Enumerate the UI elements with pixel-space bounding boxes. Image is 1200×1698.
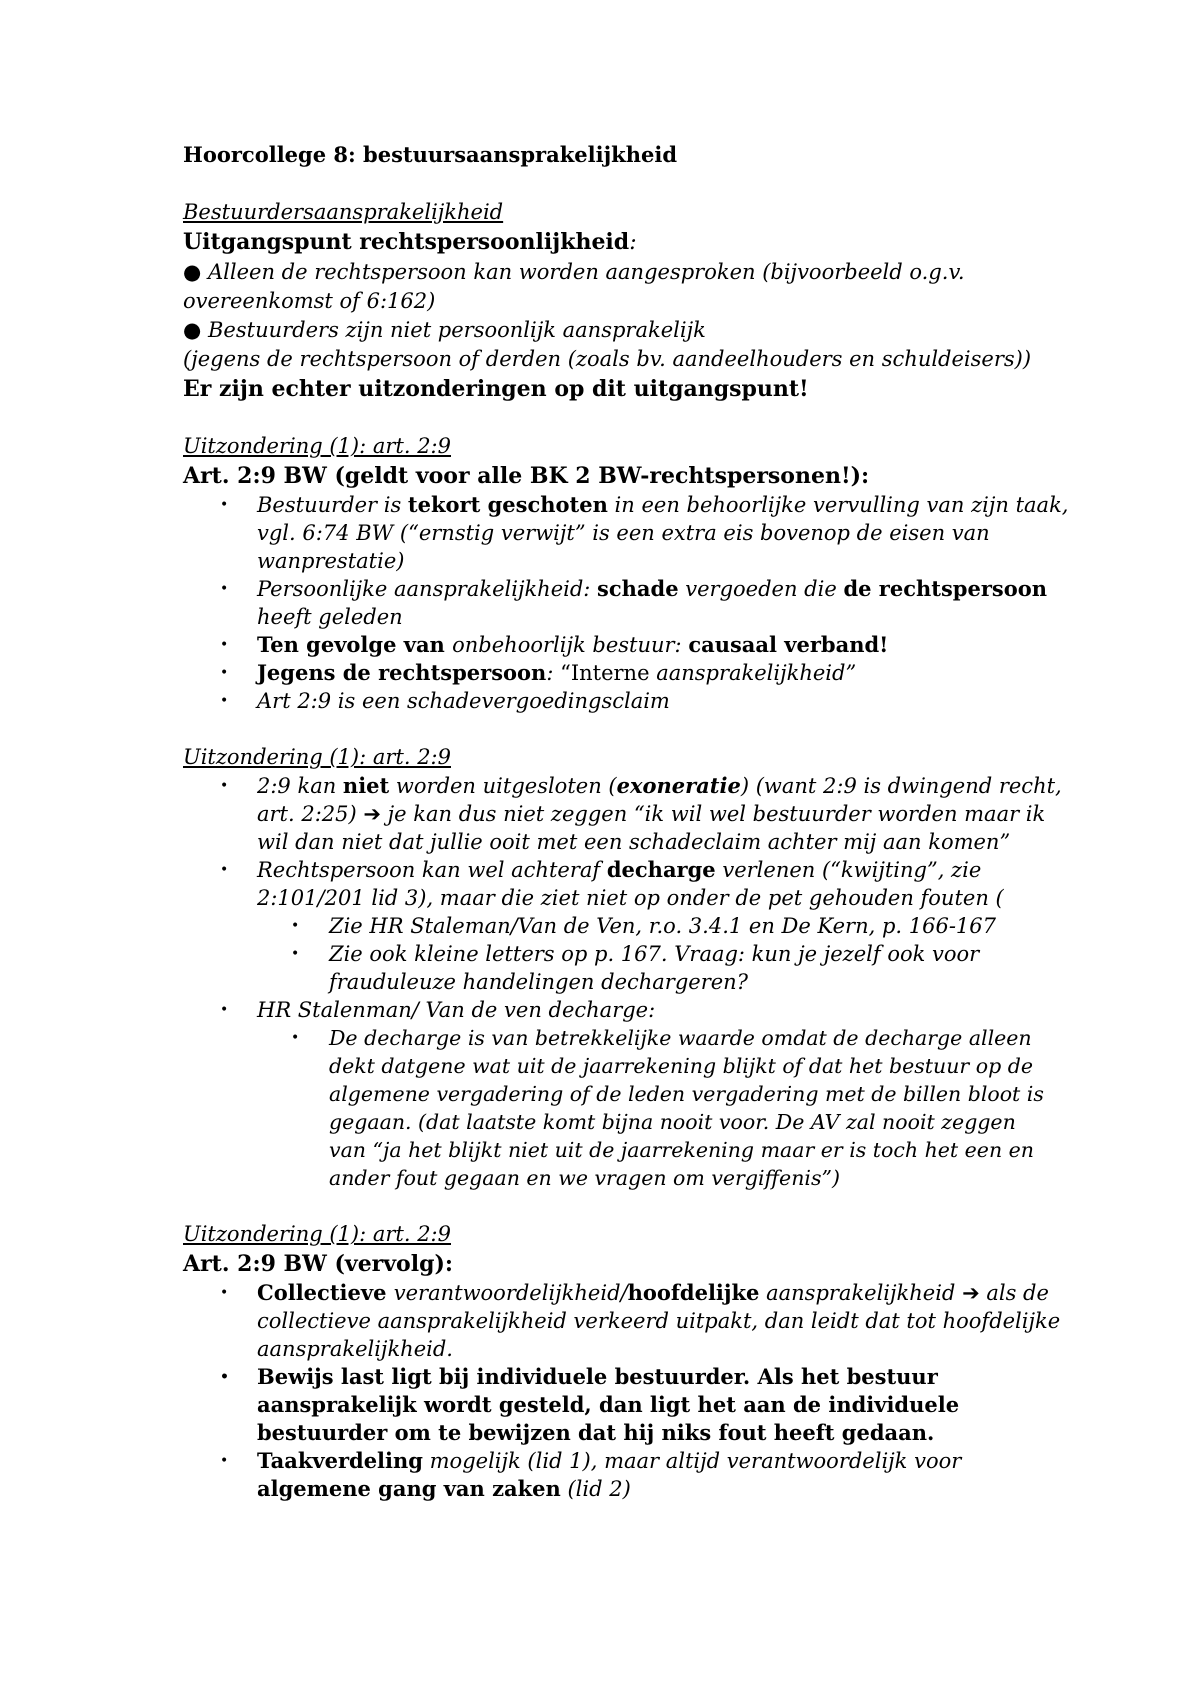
list-item: • Persoonlijke aansprakelijkheid: schade vergoeden die de rechtspersoon heeft geleden: [220, 576, 1048, 629]
list-item: • De decharge is van betrekkelijke waarde omdat de decharge alleen dekt datgene wat uit de jaarrekening blijkt of dat het bestuur op de algemene vergadering of de leden vergadering met de billen bloot is gegaan. (dat laatste komt bijna nooit voor. De AV zal nooit zeggen van “ja het blijkt niet uit de jaarrekening maar er is toch het een en ander fout gegaan en we vragen om vergiffenis”): [291, 1026, 1044, 1190]
section-heading-4: Uitzondering (1): art. 2:9: [183, 1222, 451, 1246]
list-item: • Bewijs last ligt bij individuele bestuurder. Als het bestuur aansprakelijk wordt gesteld, dan ligt het aan de individuele bestuurder om te bewijzen dat hij niks fout heeft gedaan.: [220, 1364, 960, 1445]
bullet-icon: •: [220, 1369, 229, 1385]
bullet-icon: •: [291, 918, 300, 934]
bullet-icon: ●: [183, 318, 202, 342]
list-item: • 2:9 kan niet worden uitgesloten (exoneratie) (want 2:9 is dwingend recht, art. 2:25) ➔ je kan dus niet zeggen “ik wil wel bestuurder worden maar ik wil dan niet dat jullie ooit met een schadeclaim achter mij aan komen”: [220, 773, 1062, 854]
bullet-icon: ●: [183, 260, 202, 284]
section-heading-2: Uitzondering (1): art. 2:9: [183, 434, 451, 458]
list-item: • Bestuurder is tekort geschoten in een behoorlijke vervulling van zijn taak, vgl. 6:74 BW (“ernstig verwijt” is een extra eis bovenop de eisen van wanprestatie): [220, 492, 1069, 573]
bullet-icon: •: [220, 637, 229, 653]
point-1-cont: overeenkomst of 6:162): [183, 289, 436, 313]
list-item: • Collectieve verantwoordelijkheid/hoofdelijke aansprakelijkheid ➔ als de collectieve aansprakelijkheid verkeerd uitpakt, dan leidt dat tot hoofdelijke aansprakelijkheid.: [220, 1280, 1061, 1361]
section-heading-3: Uitzondering (1): art. 2:9: [183, 745, 451, 769]
bullet-icon: •: [220, 665, 229, 681]
arrow-right-icon: ➔: [962, 1281, 980, 1305]
bullet-icon: •: [220, 1002, 229, 1018]
bullet-list-3: [183, 772, 1083, 1192]
list-item: • Taakverdeling mogelijk (lid 1), maar altijd verantwoordelijk voor algemene gang van zaken (lid 2): [220, 1448, 962, 1501]
bullet-icon: •: [220, 1453, 229, 1469]
bullet-list-4: [183, 1279, 1083, 1503]
bullet-icon: •: [220, 1285, 229, 1301]
list-item: • Zie ook kleine letters op p. 167. Vraag: kun je jezelf ook voor frauduleuze handelingen dechargeren?: [291, 942, 980, 994]
bullet-icon: •: [291, 946, 300, 962]
arrow-right-icon: ➔: [363, 802, 381, 826]
list-item: • HR Stalenman/ Van de ven decharge:: [220, 998, 656, 1022]
article-line-cont: Art. 2:9 BW (vervolg):: [183, 1251, 454, 1277]
parenthetical: (jegens de rechtspersoon of derden (zoals bv. aandeelhouders en schuldeisers)): [183, 347, 1032, 371]
page-title: Hoorcollege 8: bestuursaansprakelijkheid: [183, 142, 678, 167]
list-item: • Art 2:9 is een schadevergoedingsclaim: [220, 689, 670, 713]
bullet-icon: •: [220, 497, 229, 513]
bullet-icon: •: [220, 778, 229, 794]
bullet-icon: •: [220, 581, 229, 597]
bullet-list-2: [183, 491, 1083, 715]
document-page: [183, 140, 1083, 1503]
list-item: • Zie HR Staleman/Van de Ven, r.o. 3.4.1 en De Kern, p. 166-167: [291, 914, 997, 938]
exceptions-note: Er zijn echter uitzonderingen op dit uitgangspunt!: [183, 376, 809, 402]
list-item: • Rechtspersoon kan wel achteraf decharge verlenen (“kwijting”, zie 2:101/201 lid 3), maar die ziet niet op onder de pet gehouden fouten (: [220, 857, 1004, 910]
article-line: Art. 2:9 BW (geldt voor alle BK 2 BW-rechtspersonen!):: [183, 463, 870, 489]
bullet-icon: •: [220, 693, 229, 709]
point-1: ● Alleen de rechtspersoon kan worden aangesproken (bijvoorbeeld o.g.v.: [183, 260, 965, 284]
list-item: • Ten gevolge van onbehoorlijk bestuur: causaal verband!: [220, 632, 889, 657]
point-2: ● Bestuurders zijn niet persoonlijk aansprakelijk: [183, 318, 706, 342]
bullet-icon: •: [291, 1030, 300, 1046]
bullet-icon: •: [220, 862, 229, 878]
lead-statement: Uitgangspunt rechtspersoonlijkheid:: [183, 229, 637, 255]
section-heading-1: Bestuurdersaansprakelijkheid: [183, 200, 504, 224]
list-item: • Jegens de rechtspersoon: “Interne aansprakelijkheid”: [220, 660, 857, 685]
